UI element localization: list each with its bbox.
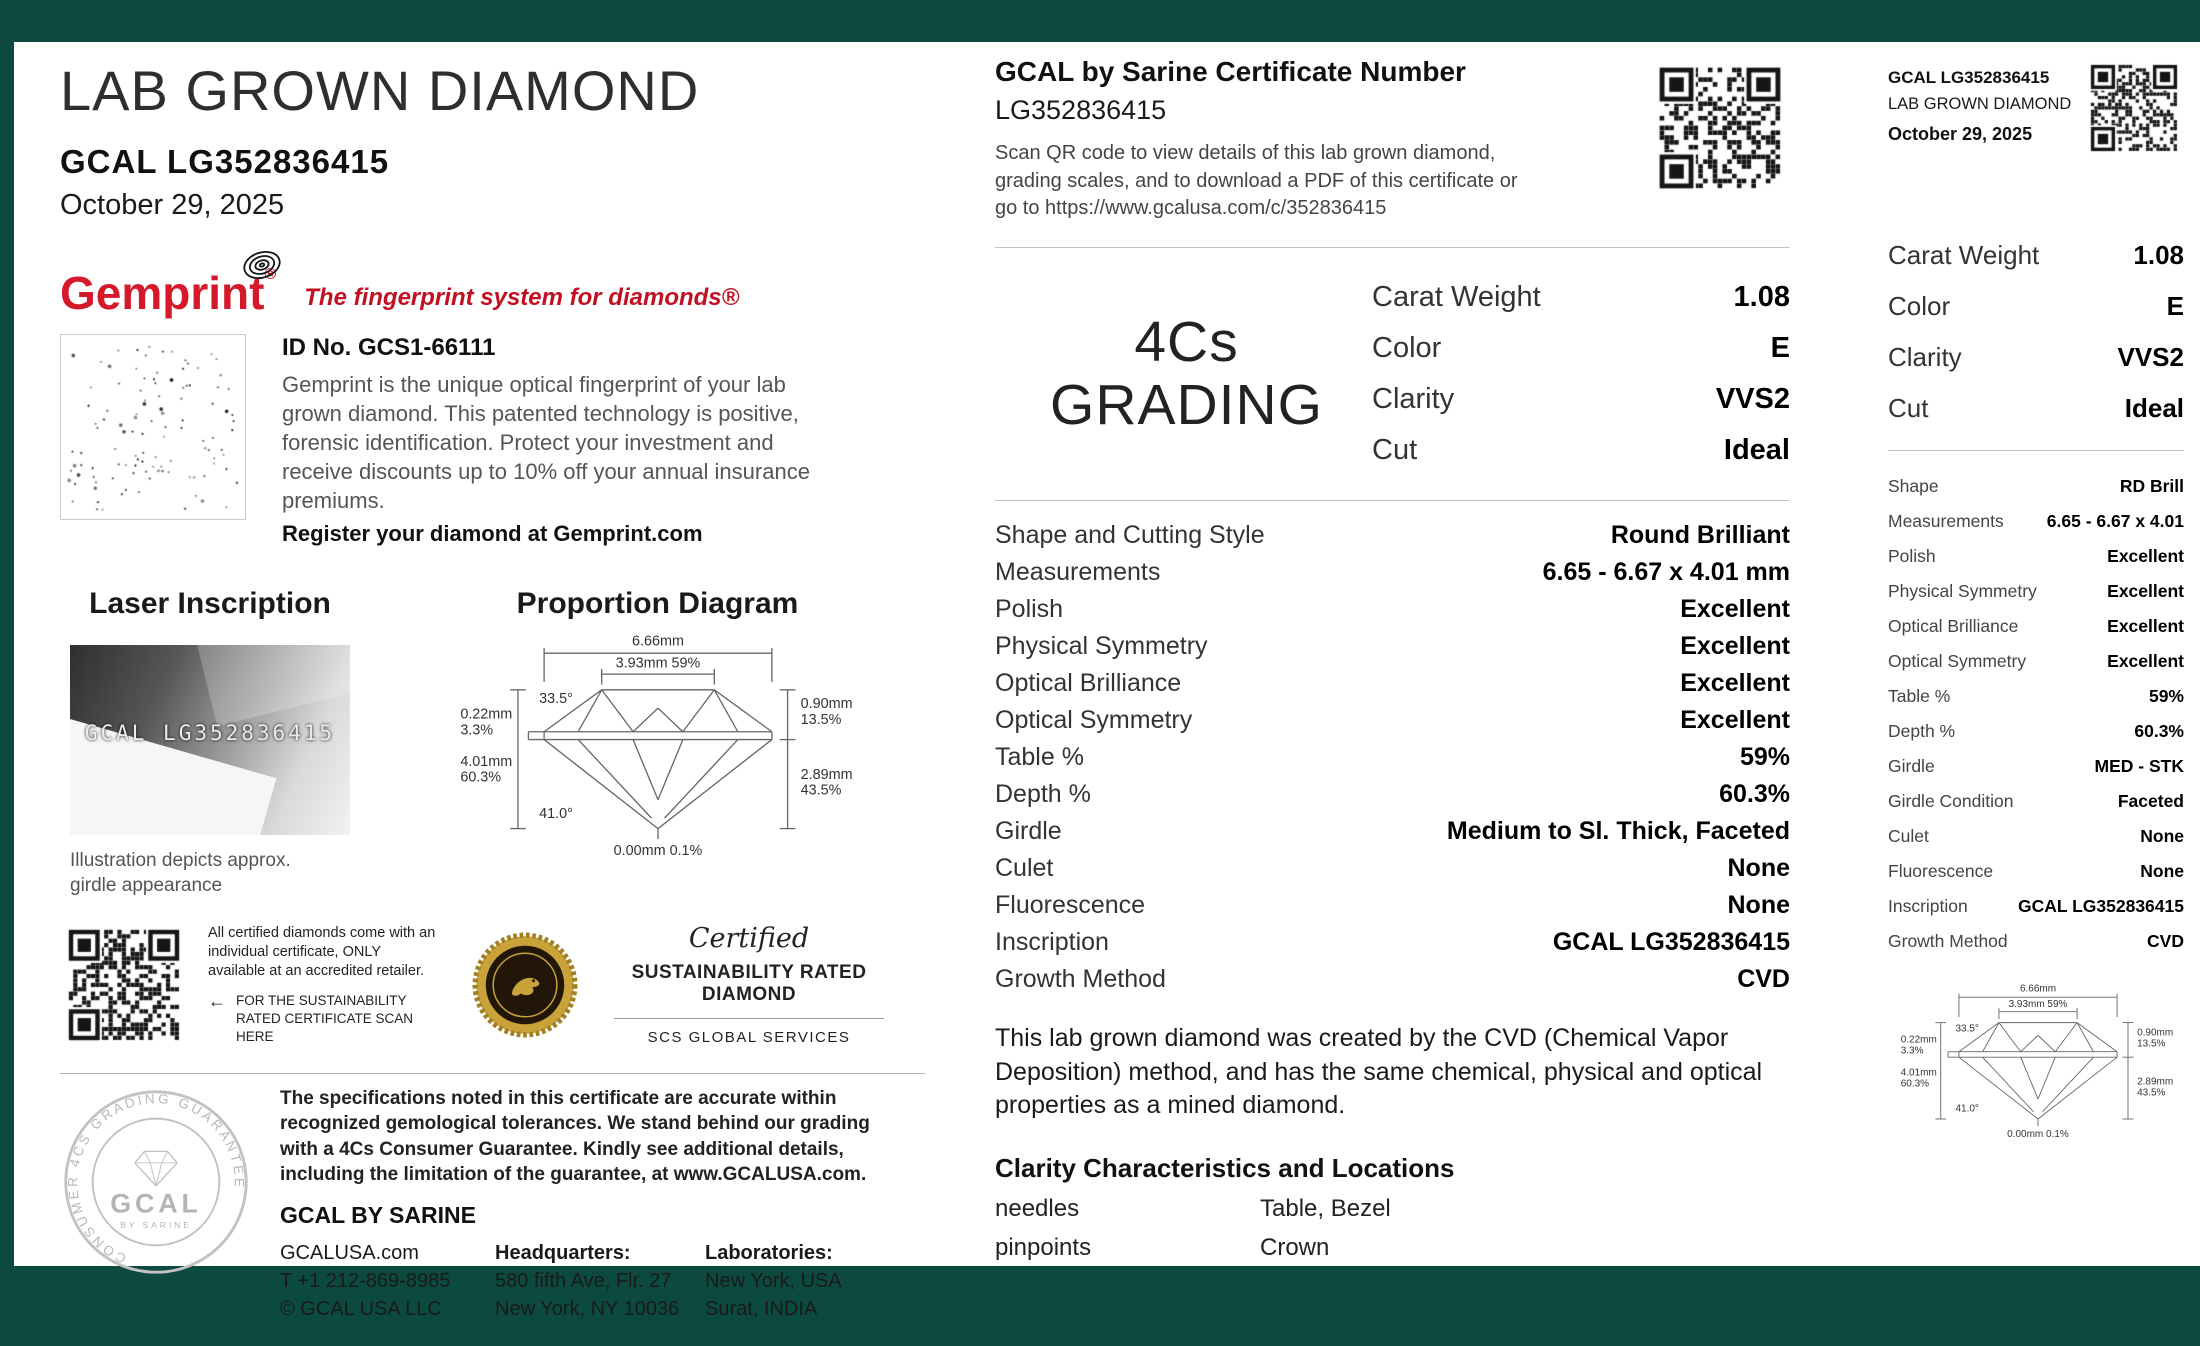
grading-label: Clarity [1372, 382, 1455, 415]
certificate-stub-panel [1888, 42, 2184, 1147]
labs-label: Laboratories: [705, 1242, 833, 1265]
certificate-date: October 29, 2025 [60, 189, 285, 221]
grading-value: Ideal [2124, 393, 2184, 423]
left-brand-edge [0, 0, 14, 1346]
detail-label: Growth Method [995, 964, 1166, 993]
proportion-diagram [442, 627, 874, 869]
stamp-diamond-art [135, 1151, 177, 1186]
table-row [995, 739, 1790, 776]
certificate-main-panel [60, 42, 925, 1323]
dim-depth-mm: 4.01mm [1900, 1067, 1937, 1079]
dim-culet: 0.00mm 0.1% [2007, 1129, 2069, 1141]
grading-value: VVS2 [1715, 382, 1790, 415]
gcal-guarantee-stamp-icon [60, 1086, 252, 1278]
detail-label: Depth % [1888, 721, 1956, 741]
dim-pavilion-mm: 2.89mm [800, 767, 853, 784]
dim-depth-pct: 60.3% [459, 769, 501, 786]
stub-qr-code [2084, 58, 2184, 158]
detail-value: Excellent [2107, 616, 2184, 636]
dim-diameter: 6.66mm [2019, 983, 2057, 995]
table-row [995, 702, 1790, 739]
certificate-detail-panel [995, 42, 1790, 1262]
table-row [995, 924, 1790, 961]
grading-label: Color [1888, 291, 1951, 321]
footer-divider [60, 1073, 925, 1074]
photo-highlight-2 [188, 645, 350, 726]
section-divider [1888, 450, 2184, 451]
detail-value: 60.3% [2134, 721, 2184, 741]
4cs-grading-title: 4Cs GRADING [1050, 310, 1324, 437]
detail-label: Optical Symmetry [1888, 651, 2027, 671]
detail-label: Culet [1888, 826, 1929, 846]
dim-pavilion-pct: 43.5% [2137, 1087, 2166, 1099]
company-name: GCAL BY SARINE [280, 1202, 476, 1229]
detail-value: None [1727, 853, 1790, 882]
table-row [995, 887, 1790, 924]
grading-row [1372, 272, 1790, 323]
cvd-explanation: This lab grown diamond was created by the CVD (Chemical Vapor Deposition) method, and has the same chemical, physical and optical properties as a mined diamond. [995, 1023, 1763, 1120]
table-row [1888, 749, 2184, 784]
clarity-value: Table, Bezel [1260, 1195, 1391, 1223]
table-row [1888, 924, 2184, 959]
grading-value: E [2166, 291, 2184, 321]
gemprint-section [60, 266, 925, 547]
top-brand-bar [0, 0, 2200, 42]
disclaimer-text: The specifications noted in this certificate are accurate within recognized gemological tolerances. We stand behind our grading with a 4Cs Consumer Guarantee. Kindly see additional details, including the limitation of the guarantee, at www.GCALUSA.com. [280, 1087, 870, 1186]
table-row [1888, 609, 2184, 644]
table-row [1888, 889, 2184, 924]
left-arrow-icon: ← [208, 991, 226, 1012]
detail-label: Girdle [995, 816, 1062, 845]
detail-value: Excellent [2107, 546, 2184, 566]
grading-row [1888, 230, 2184, 281]
dim-pavilion-angle: 41.0° [1955, 1103, 1979, 1115]
table-row [995, 517, 1790, 554]
contact-copyright: © GCAL USA LLC [280, 1298, 442, 1321]
dim-pavilion-angle: 41.0° [538, 806, 573, 823]
stub-diamond-type: LAB GROWN DIAMOND [1888, 95, 2072, 113]
detail-label: Fluorescence [995, 890, 1146, 919]
table-row [995, 591, 1790, 628]
detail-label: Culet [995, 853, 1054, 882]
grading-label: Clarity [1888, 342, 1962, 372]
table-row [1888, 644, 2184, 679]
detail-value: 59% [1739, 742, 1790, 771]
gemprint-tagline: The fingerprint system for diamonds® [304, 284, 740, 311]
detail-value: 59% [2148, 686, 2184, 706]
clarity-label: pinpoints [995, 1234, 1092, 1262]
table-row [995, 628, 1790, 665]
detail-label: Optical Brilliance [1888, 616, 2019, 636]
stub-details-table [1888, 469, 2184, 959]
detail-value: CVD [1737, 964, 1790, 993]
table-row [1888, 469, 2184, 504]
dim-culet: 0.00mm 0.1% [613, 842, 702, 859]
dim-crown-pct: 13.5% [2137, 1038, 2166, 1050]
gemprint-register-note: Register your diamond at Gemprint.com [282, 521, 703, 547]
gemprint-id: ID No. GCS1-66111 [282, 334, 496, 361]
labs-location-2: Surat, INDIA [705, 1298, 818, 1321]
clarity-row [995, 1234, 1790, 1262]
detail-label: Depth % [995, 779, 1091, 808]
4cs-grading-section [995, 248, 1790, 500]
certificate-qr-code [1650, 58, 1790, 198]
grading-value: VVS2 [2117, 342, 2184, 372]
certificate-number-heading: GCAL by Sarine Certificate Number [995, 56, 1466, 87]
stub-grading-section [1888, 230, 2184, 434]
detail-label: Girdle Condition [1888, 791, 2014, 811]
table-row [995, 665, 1790, 702]
certificate-number-value: LG352836415 [995, 95, 1167, 125]
dim-crown-angle: 33.5° [538, 691, 573, 708]
dim-girdle-pct: 3.3% [1900, 1045, 1924, 1057]
stub-date: October 29, 2025 [1888, 124, 2033, 144]
dim-depth-mm: 4.01mm [459, 753, 512, 770]
clarity-label: needles [995, 1195, 1080, 1223]
dim-crown-mm: 0.90mm [2137, 1027, 2174, 1039]
detail-label: Polish [995, 594, 1064, 623]
registered-mark: ® [264, 266, 277, 283]
stamp-ring-text: CONSUMER 4CS GRADING GUARANTEE [65, 1090, 247, 1266]
dim-table: 3.93mm 59% [2008, 999, 2068, 1011]
sustainability-rated-label: SUSTAINABILITY RATED DIAMOND [614, 962, 884, 1019]
table-row [995, 961, 1790, 998]
section-divider [995, 500, 1790, 501]
clarity-row [995, 1195, 1790, 1223]
table-row [1888, 574, 2184, 609]
table-row [995, 813, 1790, 850]
fingerprint-icon [238, 248, 286, 282]
detail-label: Shape and Cutting Style [995, 520, 1265, 549]
detail-label: Table % [1888, 686, 1951, 706]
detail-label: Inscription [1888, 896, 1968, 916]
sustainability-qr-code [60, 921, 188, 1049]
detail-value: 6.65 - 6.67 x 4.01 mm [1542, 557, 1790, 586]
gemprint-logo [60, 266, 276, 320]
clarity-value: Crown [1260, 1234, 1330, 1262]
dim-pavilion-mm: 2.89mm [2137, 1076, 2174, 1088]
grading-row [1372, 323, 1790, 374]
detail-label: Fluorescence [1888, 861, 1994, 881]
dim-girdle-mm: 0.22mm [459, 706, 512, 723]
detail-value: None [2140, 826, 2184, 846]
detail-label: Inscription [995, 927, 1109, 956]
grading-value: E [1770, 331, 1790, 364]
hq-address-1: 580 fifth Ave, Flr. 27 [495, 1270, 672, 1293]
grading-row [1888, 383, 2184, 434]
grading-value: 1.08 [2133, 240, 2184, 270]
detail-label: Table % [995, 742, 1084, 771]
table-row [1888, 784, 2184, 819]
page-title: LAB GROWN DIAMOND [60, 59, 700, 122]
detail-value: Round Brilliant [1610, 520, 1790, 549]
contact-phone: T +1 212-869-8985 [280, 1270, 451, 1293]
contact-website: GCALUSA.com [280, 1242, 419, 1265]
grading-label: Carat Weight [1372, 280, 1541, 313]
detail-value: MED - STK [2094, 756, 2184, 776]
stamp-gcal-text: GCAL [110, 1188, 202, 1219]
detail-value: Faceted [2117, 791, 2184, 811]
laser-and-proportion-section [60, 587, 925, 898]
laser-inscription-heading: Laser Inscription [89, 587, 331, 621]
detail-value: None [2140, 861, 2184, 881]
hq-address-2: New York, NY 10036 [495, 1298, 680, 1321]
hq-label: Headquarters: [495, 1242, 631, 1265]
grading-label: Cut [1372, 433, 1418, 466]
detail-value: Excellent [1680, 668, 1790, 697]
table-row [995, 554, 1790, 591]
scan-here-note: FOR THE SUSTAINABILITY RATED CERTIFICATE SCAN HERE [236, 993, 414, 1044]
detail-value: Medium to Sl. Thick, Faceted [1446, 816, 1790, 845]
detail-label: Physical Symmetry [995, 631, 1208, 660]
certified-script-text: Certified [688, 923, 810, 955]
detail-value: Excellent [2107, 581, 2184, 601]
certified-note: All certified diamonds come with an individual certificate, ONLY available at an accredited retailer. [208, 924, 436, 979]
stamp-by-sarine-text: BY SARINE [120, 1219, 192, 1230]
detail-label: Optical Brilliance [995, 668, 1182, 697]
detail-value: Excellent [1680, 594, 1790, 623]
grading-row [1888, 281, 2184, 332]
labs-location-1: New York, USA [705, 1270, 842, 1293]
detail-label: Measurements [1888, 511, 2004, 531]
proportion-diagram-heading: Proportion Diagram [516, 587, 799, 621]
table-row [1888, 504, 2184, 539]
dim-table: 3.93mm 59% [615, 655, 700, 672]
grading-label: Cut [1888, 393, 1929, 423]
table-row [1888, 539, 2184, 574]
table-row [1888, 714, 2184, 749]
detail-value: 6.65 - 6.67 x 4.01 [2046, 511, 2184, 531]
grading-label: Color [1372, 331, 1442, 364]
detail-label: Growth Method [1888, 931, 2008, 951]
grading-label: Carat Weight [1888, 240, 2040, 270]
certificate-number: GCAL LG352836415 [60, 143, 390, 180]
sustainability-seal-icon [472, 932, 578, 1038]
stub-proportion-diagram [1888, 979, 2188, 1147]
dim-diameter: 6.66mm [631, 633, 684, 650]
stub-certificate-number: GCAL LG352836415 [1888, 68, 2050, 87]
table-row [1888, 854, 2184, 889]
dim-girdle-pct: 3.3% [459, 722, 493, 739]
detail-value: Excellent [1680, 705, 1790, 734]
table-row [995, 850, 1790, 887]
grading-value: 1.08 [1733, 280, 1790, 313]
detail-value: 60.3% [1719, 779, 1790, 808]
detail-value: Excellent [2107, 651, 2184, 671]
dim-crown-angle: 33.5° [1955, 1023, 1979, 1035]
detail-value: GCAL LG352836415 [1552, 927, 1790, 956]
laser-caption: Illustration depicts approx. girdle appearance [70, 850, 291, 896]
dim-pavilion-pct: 43.5% [800, 782, 841, 799]
dim-crown-pct: 13.5% [800, 712, 841, 729]
detail-label: Girdle [1888, 756, 1935, 776]
sustainability-section [60, 921, 925, 1049]
detail-value: None [1727, 890, 1790, 919]
detail-label: Optical Symmetry [995, 705, 1193, 734]
detail-label: Polish [1888, 546, 1936, 566]
qr-instructions: Scan QR code to view details of this lab grown diamond, grading scales, and to download a PDF of this certificate or go to https://www.gcalusa.com/c/352836415 [995, 142, 1518, 220]
detail-value: CVD [2147, 931, 2184, 951]
dim-depth-pct: 60.3% [1900, 1078, 1930, 1090]
detail-value: Excellent [1680, 631, 1790, 660]
diamond-details-table [995, 517, 1790, 998]
detail-label: Measurements [995, 557, 1161, 586]
detail-value: GCAL LG352836415 [2017, 896, 2184, 916]
clarity-characteristics-heading: Clarity Characteristics and Locations [995, 1153, 1455, 1184]
table-row [1888, 819, 2184, 854]
grading-row [1888, 332, 2184, 383]
dim-girdle-mm: 0.22mm [1900, 1034, 1937, 1046]
laser-inscription-text: GCAL LG352836415 [84, 721, 336, 746]
detail-label: Physical Symmetry [1888, 581, 2037, 601]
grading-row [1372, 425, 1790, 476]
gemprint-logo-text: Gemprint [60, 267, 265, 319]
gemprint-description: Gemprint is the unique optical fingerprint of your lab grown diamond. This patented technology is positive, forensic identification. Protect your investment and receive discounts up to 10% off your annual insurance premiums. [282, 372, 810, 514]
footer-section [60, 1086, 925, 1324]
table-row [1888, 679, 2184, 714]
grading-value: Ideal [1723, 433, 1790, 466]
gemprint-scatter-image [60, 334, 246, 520]
scs-global-services-label: SCS GLOBAL SERVICES [647, 1029, 851, 1047]
table-row [995, 776, 1790, 813]
laser-inscription-photo [70, 645, 350, 835]
detail-label: Shape [1888, 476, 1939, 496]
grading-row [1372, 374, 1790, 425]
detail-value: RD Brill [2119, 476, 2184, 496]
dim-crown-mm: 0.90mm [800, 696, 853, 713]
